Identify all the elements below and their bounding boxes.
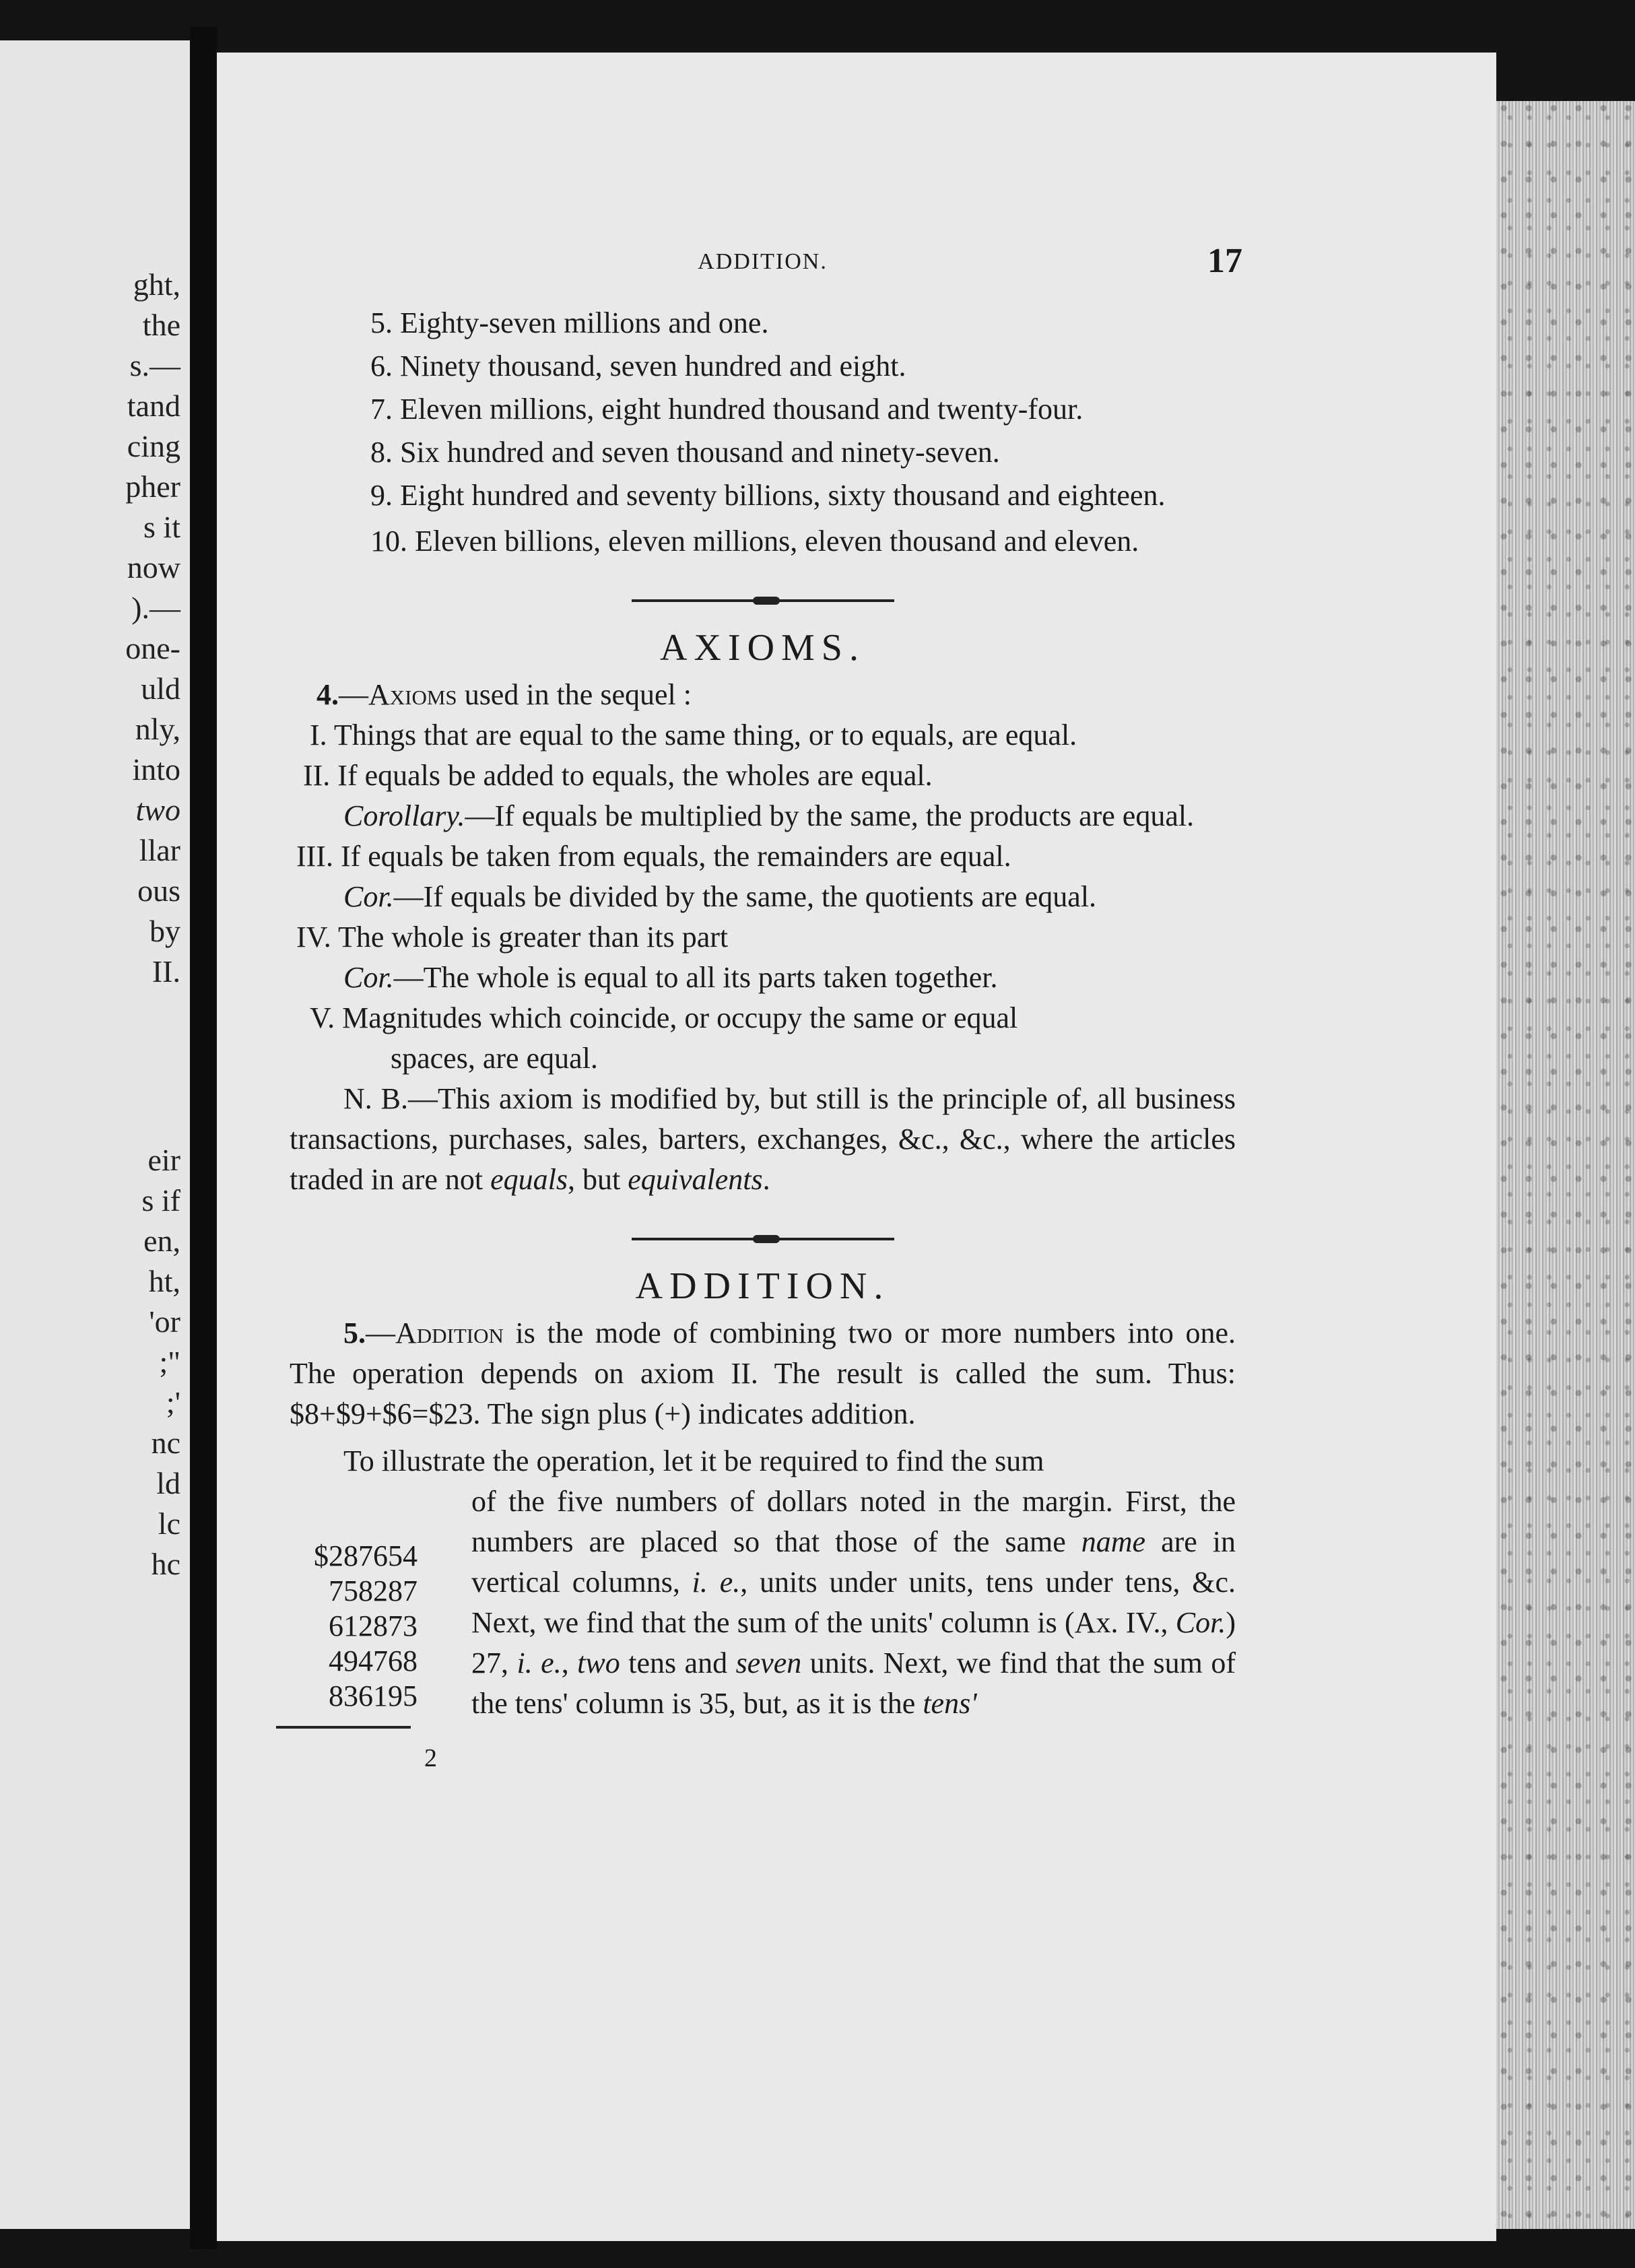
left-page-fragment: one- xyxy=(125,631,180,665)
addition-head: —Addition xyxy=(366,1316,504,1349)
left-page-fragment: s it xyxy=(143,510,180,544)
left-page-fragment: two xyxy=(135,793,180,827)
left-page-fragment: 'or xyxy=(149,1304,180,1339)
addition-column xyxy=(263,1539,437,1772)
illus-text: units. Next, we find that the sum of the tens' column is 35, but, as it is the xyxy=(471,1646,1236,1720)
left-page-fragment: ).— xyxy=(131,591,180,625)
illus-em: Cor. xyxy=(1175,1606,1226,1639)
left-page-fragment: s if xyxy=(141,1183,180,1218)
nb-text: . xyxy=(762,1163,770,1196)
corollary-3 xyxy=(290,958,1236,998)
addition-definition xyxy=(290,1313,1236,1434)
running-head: ADDITION. xyxy=(698,249,828,274)
illus-text: ) 27, xyxy=(471,1606,1236,1679)
left-page-fragment: pher xyxy=(125,469,180,504)
left-page-fragment: nc xyxy=(151,1426,180,1460)
axioms-intro-rest: used in the sequel : xyxy=(457,678,692,711)
corollary-label: Cor. xyxy=(343,961,394,994)
ornamental-rule xyxy=(632,599,894,602)
axiom-3: III. If equals be taken from equals, the remainders are equal. xyxy=(296,840,1011,873)
corollary-text: —If equals be multiplied by the same, the products are equal. xyxy=(465,799,1195,832)
corollary-text: —If equals be divided by the same, the quotients are equal. xyxy=(393,880,1097,913)
illus-text: , xyxy=(561,1646,578,1679)
page-header xyxy=(290,242,1242,290)
left-page-fragment: ght, xyxy=(133,267,180,302)
corollary-label: Cor. xyxy=(343,880,394,913)
axioms-intro xyxy=(290,675,1236,715)
exercise-item: 10. Eleven billions, eleven millions, eleven thousand and eleven. xyxy=(370,525,1139,558)
corollary-2 xyxy=(290,877,1236,917)
section-number: 4. xyxy=(316,678,339,711)
axiom-4: IV. The whole is greater than its part xyxy=(296,921,729,954)
addend: 612873 xyxy=(329,1609,418,1642)
exercise-item: 6. Ninety thousand, seven hundred and eight. xyxy=(370,349,906,382)
left-page-fragment: en, xyxy=(143,1224,180,1258)
addend: 758287 xyxy=(329,1574,418,1607)
left-page-fragment: uld xyxy=(141,671,180,706)
exercise-item: 9. Eight hundred and seventy billions, sixty thousand and eighteen. xyxy=(370,479,1166,512)
page-body xyxy=(290,303,1236,1772)
left-page-fragment: ht, xyxy=(148,1264,180,1298)
left-page-fragment: ous xyxy=(137,873,180,908)
ornamental-rule xyxy=(632,1238,894,1240)
left-page-fragment: ;' xyxy=(166,1385,180,1420)
illus-text: are in vertical columns, xyxy=(471,1525,1236,1599)
exercise-item: 7. Eleven millions, eight hundred thousand and twenty-four. xyxy=(370,393,1083,426)
left-facing-page xyxy=(0,40,190,2229)
sum-rule xyxy=(276,1726,411,1729)
nb-text: N. B.—This axiom is modified by, but still is the principle of, all business transactions, purchases, sales, barters, exchanges, &c., &c., where the articles traded in are not xyxy=(290,1082,1236,1196)
nb-em: equals xyxy=(490,1163,568,1196)
nota-bene xyxy=(290,1079,1236,1200)
left-page-fragment: now xyxy=(127,550,180,585)
left-page-fragment: into xyxy=(132,752,180,787)
corollary-label: Corollary. xyxy=(343,799,465,832)
exercise-item: 5. Eighty-seven millions and one. xyxy=(370,306,769,339)
section-title-addition: ADDITION. xyxy=(635,1265,890,1307)
addend: 836195 xyxy=(329,1679,418,1712)
left-page-fragment: llar xyxy=(139,833,180,867)
book-gutter xyxy=(190,27,217,2249)
illus-em: i. e. xyxy=(692,1566,741,1599)
left-page-fragment: lc xyxy=(158,1506,180,1541)
axioms-intro-head: —Axioms xyxy=(339,678,457,711)
addition-definition-text: is the mode of combining two or more numbers into one. The operation depends on axiom II. The result is called the sum. Thus: $8+$9+$6=$23. The sign plus (+) indicates addition. xyxy=(290,1316,1236,1430)
left-page-fragment: ld xyxy=(156,1466,180,1500)
illustration-lead: To illustrate the operation, let it be required to find the sum xyxy=(343,1444,1044,1477)
illus-em: i. e. xyxy=(516,1646,562,1679)
illus-text: of the five numbers of dollars noted in the margin. First, the numbers are placed so that those of the same xyxy=(471,1485,1236,1558)
axiom-2: II. If equals be added to equals, the wholes are equal. xyxy=(303,759,933,792)
left-page-fragment: cing xyxy=(127,429,180,463)
section-number: 5. xyxy=(343,1316,366,1349)
nb-em: equivalents xyxy=(628,1163,763,1196)
axiom-5: V. Magnitudes which coincide, or occupy the same or equal xyxy=(310,1001,1018,1034)
illustration-text xyxy=(471,1481,1236,1724)
illus-text: , units under units, tens under tens, &c. Next, we find that the sum of the units' column is (Ax. IV., xyxy=(471,1566,1236,1639)
illus-em: name xyxy=(1081,1525,1146,1558)
left-page-fragment: nly, xyxy=(135,712,180,746)
corollary-1 xyxy=(290,796,1236,836)
page-number: 17 xyxy=(1207,242,1242,280)
left-page-fragment: tand xyxy=(127,389,180,423)
page-edges xyxy=(1496,101,1635,2229)
illus-em: two xyxy=(577,1646,620,1679)
left-page-fragment: II. xyxy=(152,954,180,989)
left-page-fragment: eir xyxy=(147,1143,180,1177)
signature-mark: 2 xyxy=(424,1744,437,1772)
exercise-item: 8. Six hundred and seven thousand and ninety-seven. xyxy=(370,436,1000,469)
left-page-fragment: hc xyxy=(151,1547,180,1581)
illustration-block xyxy=(290,1441,1236,1772)
nb-text: , but xyxy=(568,1163,628,1196)
left-page-fragment: ;" xyxy=(159,1345,180,1379)
section-title-axioms: AXIOMS. xyxy=(660,627,865,669)
illus-em: seven xyxy=(735,1646,802,1679)
addend: $287654 xyxy=(314,1539,418,1572)
illus-em: tens' xyxy=(923,1687,977,1720)
left-page-fragment: by xyxy=(149,914,180,948)
illus-text: tens and xyxy=(620,1646,736,1679)
corollary-text: —The whole is equal to all its parts taken together. xyxy=(393,961,998,994)
axiom-5-cont: spaces, are equal. xyxy=(391,1042,598,1075)
left-page-fragment: s.— xyxy=(129,348,180,382)
axiom-1: I. Things that are equal to the same thing, or to equals, are equal. xyxy=(310,719,1077,752)
left-page-fragment: the xyxy=(142,308,180,342)
addend: 494768 xyxy=(329,1644,418,1677)
